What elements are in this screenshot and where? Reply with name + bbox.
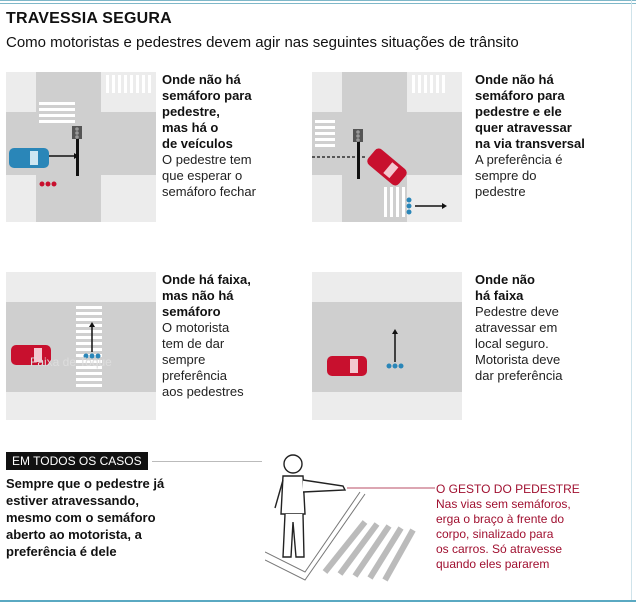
watermark-text: Faixa de Toque (30, 355, 112, 369)
illustration-no-crosswalk (312, 272, 462, 420)
bottom-border (0, 600, 636, 602)
right-border (631, 0, 632, 600)
page-subtitle: Como motoristas e pedestres devem agir nas seguintes situações de trânsito (6, 34, 519, 51)
panel-4-body: Pedestre deve atravessar em local seguro. Motorista deve dar preferência (475, 304, 563, 383)
panel-2-heading: Onde não há semáforo para pedestre e ele quer atravessar na via transversal (475, 72, 585, 151)
divider (152, 461, 262, 462)
illustration-pedestrian-gesture (265, 452, 435, 587)
panel-2-body: A preferência é sempre do pedestre (475, 152, 563, 199)
all-cases-badge: EM TODOS OS CASOS (6, 452, 148, 470)
all-cases-statement: Sempre que o pedestre já estiver atravessando, mesmo com o semáforo aberto ao motorista, a preferência é dele (6, 476, 165, 559)
top-border (0, 0, 636, 4)
panel-3-text (162, 272, 282, 400)
panel-3-heading: Onde há faixa, mas não há semáforo (162, 272, 251, 319)
gesture-title: O GESTO DO PEDESTRE (436, 482, 580, 496)
gesture-text: Nas vias sem semáforos, erga o braço à frente do corpo, sinalizado para os carros. Só atravesse quando eles pararem (436, 497, 571, 571)
panel-1-text (162, 72, 282, 200)
panel-4-text (475, 272, 625, 384)
panel-2-text (475, 72, 625, 200)
illustration-crosswalk-no-light (6, 272, 156, 420)
illustration-turning-car (312, 72, 462, 222)
panel-3-body: O motorista tem de dar sempre preferência aos pedestres (162, 320, 244, 399)
panel-1-body: O pedestre tem que esperar o semáforo fechar (162, 152, 256, 199)
page-title: TRAVESSIA SEGURA (6, 10, 172, 27)
panel-4-heading: Onde não há faixa (475, 272, 535, 303)
panel-1-heading: Onde não há semáforo para pedestre, mas há o de veículos (162, 72, 252, 151)
illustration-traffic-light-intersection (6, 72, 156, 222)
